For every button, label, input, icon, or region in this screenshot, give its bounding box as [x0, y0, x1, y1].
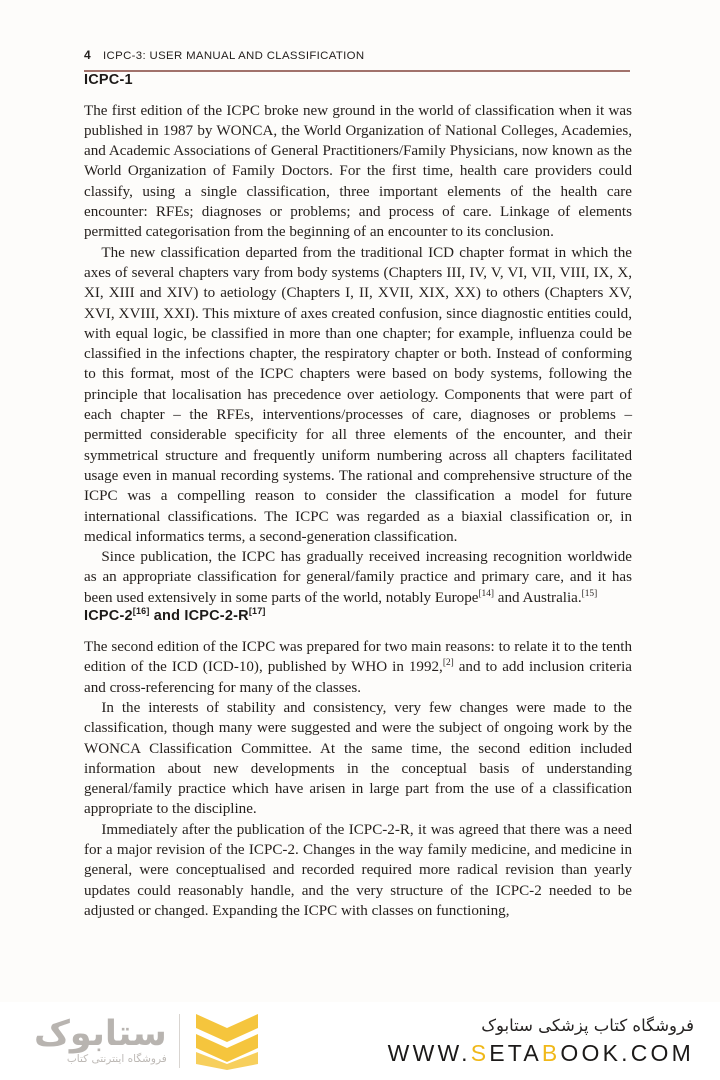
- header-rule: [84, 70, 630, 72]
- paragraph-icpc1-3-mid: and Australia.: [494, 589, 582, 606]
- paragraph-icpc1-2: The new classification departed from the traditional ICD chapter format in which the axes of several chapters vary from body systems (Chapters III, IV, V, VI, VII, VIII, IX, X, XI, XIII and XIV) to aetiology (Chapters I, II, XVII, XIX, XX) to others (Chapters XV, XVI, XVIII, XXI). This mixture of axes created confusion, since diagnostic entities could, with equal logic, be classified in more than one chapter; for example, influenza could be classified in the infections chapter, the respiratory chapter or both. Instead of conforming to this format, most of the ICPC chapters were based on body systems, following the principle that localisation has precedence over aetiology. Components that were part of each chapter – the RFEs, interventions/processes of care, diagnoses or problems – permitted considerable specificity for all three elements of the encounter, and their symmetrical structure and frequently uniform numbering across all chapters facilitated usage even in manual recording systems. The rational and comprehensive structure of the ICPC was a compelling reason to consider the classification a model for future international classifications. The ICPC was regarded as a biaxial classification or, in medical informatics terms, a second-generation classification.: [84, 244, 632, 545]
- paragraph-icpc2-1-lead: The second edition of the ICPC was prepared for two main reasons: to relate it to the tenth edition of the ICD (ICD-10), published by WHO in 1992,: [84, 639, 632, 676]
- setabook-logo-text-value: ستابوک: [34, 1013, 167, 1054]
- reference-marker-16: [16]: [132, 606, 150, 617]
- footer-promo-banner: [0, 1002, 720, 1080]
- url-suffix: OOK.COM: [560, 1040, 694, 1067]
- setabook-logo-subtitle: فروشگاه اینترنتی کتاب: [66, 1053, 167, 1066]
- reference-marker-17: [17]: [248, 606, 266, 617]
- running-head: [84, 48, 632, 64]
- setabook-logo[interactable]: [34, 1010, 260, 1072]
- paragraph-icpc2-1: [84, 637, 632, 698]
- chevron-logo-icon: [194, 1012, 260, 1070]
- url-prefix: WWW.: [387, 1040, 471, 1067]
- url-letter-b: B: [541, 1040, 561, 1067]
- paragraph-icpc2-3: Immediately after the publication of the ICPC-2-R, it was agreed that there was a need for a major revision of the ICPC-2. Changes in the way family medicine, and medicine in general, were conceptualised and recorded required more radical revision than yearly updates could reasonably handle, and the very structure of the ICPC-2 needed to be adjusted or changed. Expanding the ICPC with classes on functioning,: [84, 821, 632, 919]
- paragraph-icpc1-1: The first edition of the ICPC broke new ground in the world of classification when it was published in 1987 by WONCA, the World Organization of National Colleges, Academies, and Academic Associations of General Practitioners/Family Physicians, now known as the World Organization of Family Doctors. For the first time, health care providers could classify, using a single classification, three important elements of the health care encounter: RFEs; diagnoses or problems; and process of care. Linkage of elements permitted categorisation from the beginning of an encounter to its conclusion.: [84, 102, 632, 241]
- heading-icpc-2: [84, 608, 632, 624]
- page-content-column: [84, 48, 632, 921]
- paragraph-icpc2-1-tail: and to add inclusion criteria and cross-referencing for many of the classes.: [84, 659, 632, 696]
- running-head-title: ICPC-3: USER MANUAL AND CLASSIFICATION: [103, 50, 365, 62]
- paragraph-icpc1-3: [84, 547, 632, 608]
- page-number: 4: [84, 48, 92, 62]
- reference-marker-2: [2]: [442, 658, 454, 669]
- url-letters-eta: ETA: [489, 1040, 542, 1067]
- heading-icpc-2-part2: and ICPC-2-R: [149, 608, 249, 625]
- paragraph-icpc1-3-lead: Since publication, the ICPC has gradually received increasing recognition worldwide as an appropriate classification for general/family practice and primary care, and it has been used extensively in some parts of the world, notably Europe: [84, 549, 632, 606]
- reference-marker-15: [15]: [581, 588, 598, 599]
- reference-marker-14: [14]: [478, 588, 495, 599]
- footer-brand-text: [388, 1015, 694, 1067]
- heading-icpc-2-part1: ICPC-2: [84, 608, 133, 625]
- footer-website-url[interactable]: [388, 1040, 694, 1067]
- setabook-logo-text: [34, 1013, 167, 1054]
- heading-icpc-1: ICPC-1: [84, 71, 133, 88]
- url-letter-s: S: [470, 1040, 490, 1067]
- logo-divider: [179, 1014, 180, 1068]
- paragraph-icpc2-3-clip: [84, 820, 632, 921]
- setabook-wordmark: [34, 1011, 167, 1071]
- paragraph-icpc2-2: In the interests of stability and consistency, very few changes were made to the classification, though many were suggested and were the subject of ongoing work by the WONCA Classification Committee. At the same time, the second edition included information about new developments in the conceptual basis of understanding general/family practice which have arisen in large part from the use of a classification appropriate to the discipline.: [84, 699, 632, 818]
- footer-tagline: فروشگاه کتاب پزشکی ستابوک: [481, 1015, 694, 1035]
